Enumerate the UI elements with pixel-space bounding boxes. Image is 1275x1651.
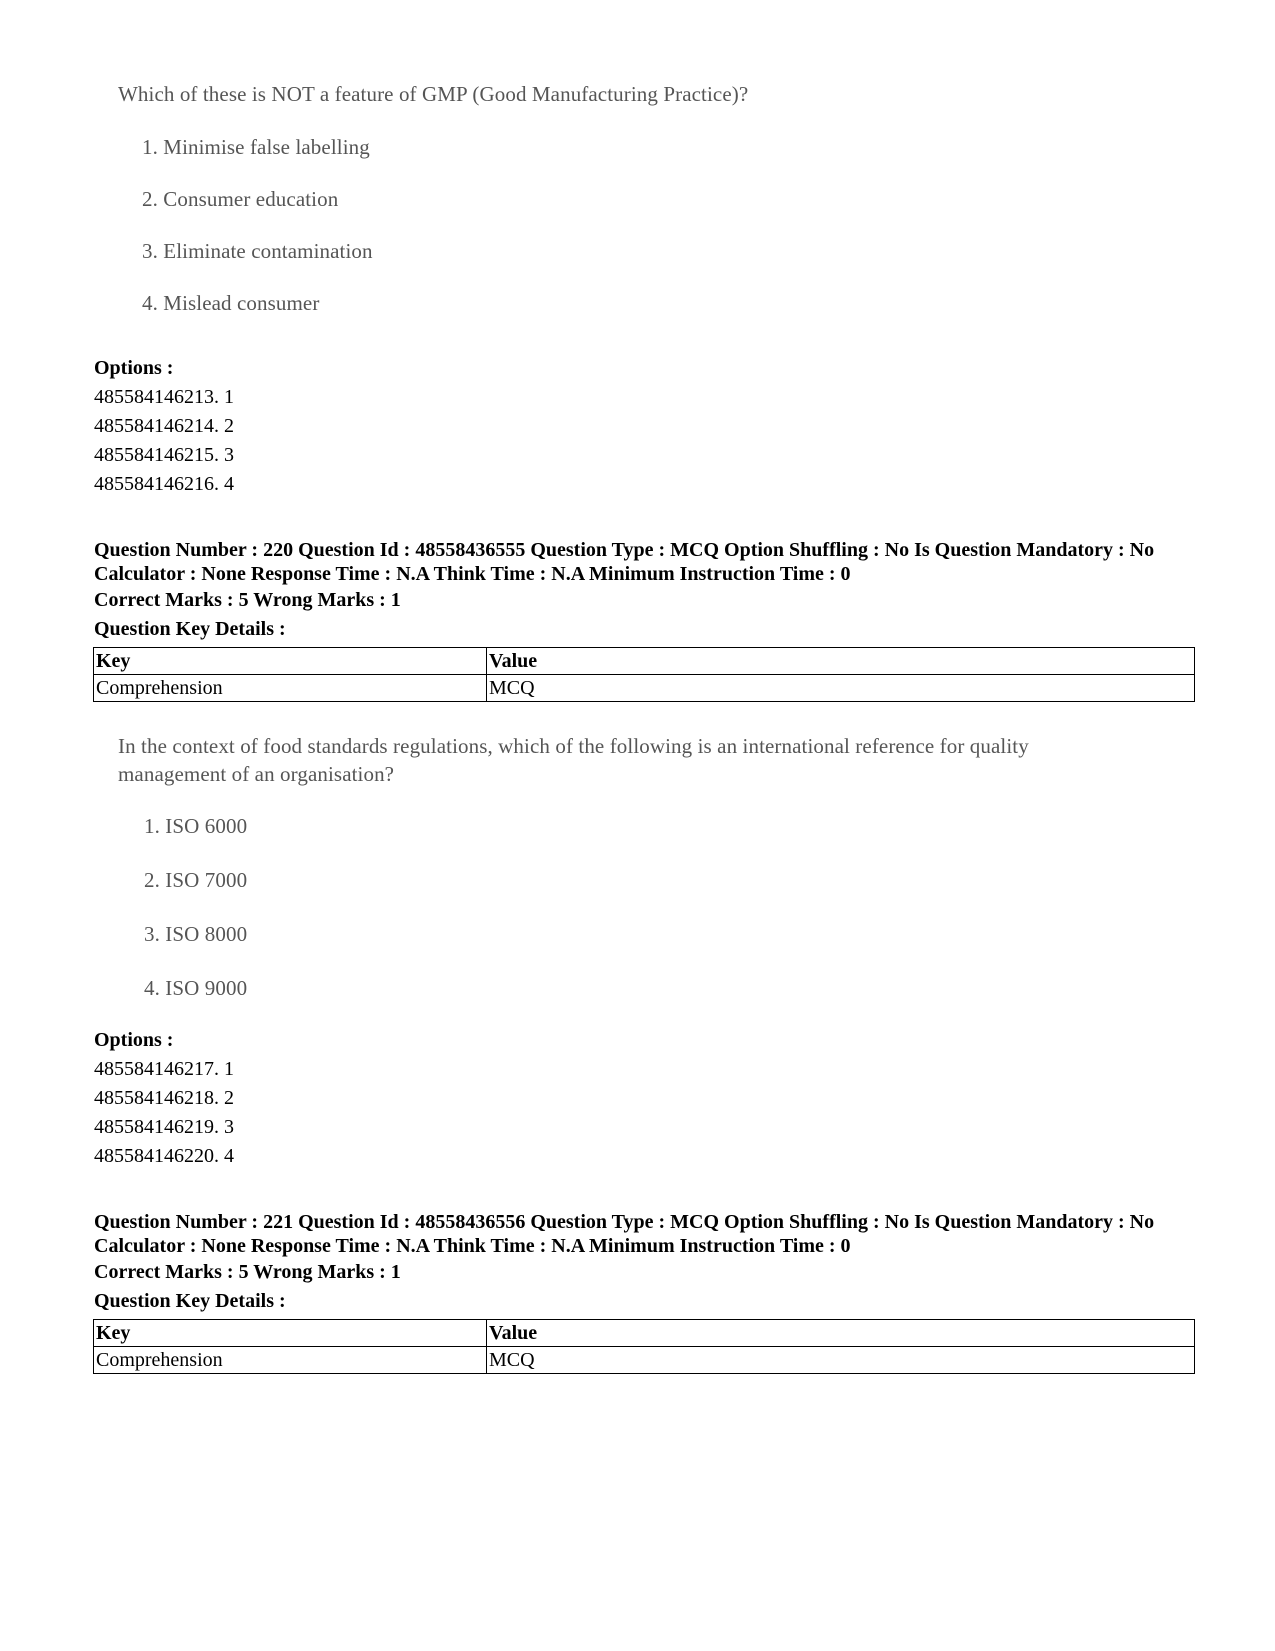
option-item: 485584146220. 4 [94,1145,234,1167]
option-item: 485584146214. 2 [94,415,234,437]
options-title: Options : [94,1029,174,1051]
key-header: Key [94,648,487,675]
question-219-image [118,80,1118,320]
value-header: Value [487,648,1195,675]
key-table [93,1319,1195,1374]
key-cell: Comprehension [94,1347,487,1374]
key-header: Key [94,1320,487,1347]
choice-4: 4. ISO 9000 [144,976,248,1000]
choice-4: 4. Mislead consumer [142,291,320,315]
question-stem-line-1: In the context of food standards regulations, which of the following is an international reference for quality [118,734,1029,758]
option-item: 485584146216. 4 [94,473,234,495]
question-stem: Which of these is NOT a feature of GMP (Good Manufacturing Practice)? [118,82,749,106]
choice-2: 2. Consumer education [142,187,339,211]
key-table-header-row [94,1320,1195,1347]
key-details-title: Question Key Details : [94,618,286,640]
choice-3: 3. ISO 8000 [144,922,248,946]
key-details-title: Question Key Details : [94,1290,286,1312]
option-item: 485584146219. 3 [94,1116,234,1138]
table-row [94,675,1195,702]
option-item: 485584146215. 3 [94,444,234,466]
choice-2: 2. ISO 7000 [144,868,248,892]
marks-line: Correct Marks : 5 Wrong Marks : 1 [94,589,401,611]
table-row [94,1347,1195,1374]
key-table-header-row [94,648,1195,675]
marks-line: Correct Marks : 5 Wrong Marks : 1 [94,1261,401,1283]
value-cell: MCQ [487,1347,1195,1374]
key-cell: Comprehension [94,675,487,702]
key-table [93,647,1195,702]
option-item: 485584146217. 1 [94,1058,234,1080]
question-220-image [118,732,1158,1000]
value-cell: MCQ [487,675,1195,702]
question-header: Question Number : 221 Question Id : 48558436556 Question Type : MCQ Option Shuffling : No Is Question Mandatory : No Calculator : None Response Time : N.A Think Time : N.A Minimum Instruction Time : 0 [94,1211,1155,1257]
question-header: Question Number : 220 Question Id : 48558436555 Question Type : MCQ Option Shuffling : No Is Question Mandatory : No Calculator : None Response Time : N.A Think Time : N.A Minimum Instruction Time : 0 [94,539,1155,585]
option-item: 485584146213. 1 [94,386,234,408]
choice-1: 1. ISO 6000 [144,814,248,838]
choice-3: 3. Eliminate contamination [142,239,373,263]
value-header: Value [487,1320,1195,1347]
question-stem-line-2: management of an organisation? [118,762,395,786]
option-item: 485584146218. 2 [94,1087,234,1109]
options-title: Options : [94,357,174,379]
choice-1: 1. Minimise false labelling [142,135,370,159]
